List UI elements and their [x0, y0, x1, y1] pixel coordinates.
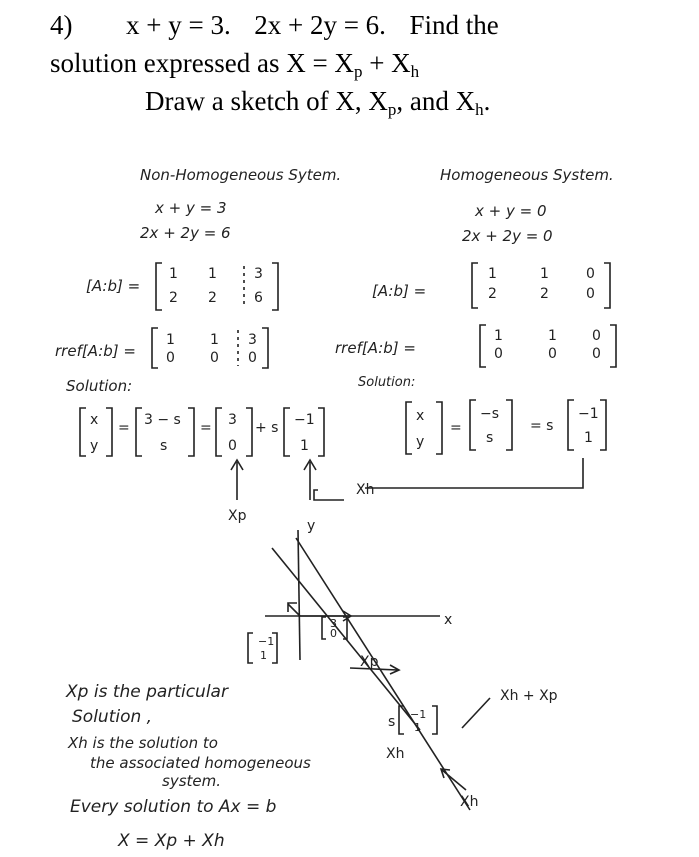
problem-period: .: [483, 86, 491, 116]
vec-left-2: 1: [260, 649, 267, 662]
h-aug-23: 0: [586, 286, 595, 302]
s-vec-1: −1: [410, 708, 427, 721]
note-7: X = Xp + Xh: [118, 831, 225, 851]
s-vec-2: 1: [414, 721, 421, 734]
nh-gen-2: s: [160, 438, 168, 454]
h-rref-22: 0: [548, 346, 557, 362]
problem-eq1: x + y = 3.: [126, 10, 231, 40]
nh-sol-x: x: [90, 412, 99, 428]
problem-comma: , and X: [396, 86, 476, 116]
h-aug-13: 0: [586, 266, 595, 282]
note-4: the associated homogeneous: [90, 754, 311, 772]
nh-rref-21: 0: [166, 350, 175, 366]
note-3: Xh is the solution to: [68, 734, 218, 752]
nonhom-aug-label: [A:b] =: [86, 277, 141, 295]
nh-part-1: 3: [228, 412, 237, 428]
nh-rref-22: 0: [210, 350, 219, 366]
nh-part-2: 0: [228, 438, 237, 454]
nh-aug-22: 2: [208, 290, 217, 306]
sub-h-2: h: [475, 100, 484, 119]
sub-p-2: p: [387, 100, 397, 119]
problem-plus: + X: [362, 48, 411, 78]
s-vec-label: s: [388, 714, 396, 730]
note-1: Xp is the particular: [66, 682, 228, 702]
vec-left-1: −1: [258, 635, 275, 648]
nonhom-eq2: 2x + 2y = 6: [140, 224, 231, 242]
nh-hom-1: −1: [294, 412, 315, 428]
nh-rref-12: 1: [210, 332, 219, 348]
xp-arrow-label: Xp: [360, 654, 379, 670]
svg-text:=: =: [118, 420, 130, 436]
hom-eq1: x + y = 0: [475, 202, 547, 220]
h-gen-1: −s: [480, 406, 500, 422]
nh-rref-23: 0: [248, 350, 257, 366]
xh-lower: Xh: [386, 746, 405, 762]
nonhom-eq1: x + y = 3: [155, 199, 227, 217]
nh-rref-11: 1: [166, 332, 175, 348]
h-aug-21: 2: [488, 286, 497, 302]
note-5: system.: [162, 772, 221, 790]
hom-aug-label: [A:b] =: [372, 282, 427, 300]
svg-text:=: =: [200, 420, 212, 436]
nh-aug-11: 1: [169, 266, 178, 282]
h-gen-2: s: [486, 430, 494, 446]
h-rref-23: 0: [592, 346, 601, 362]
problem-find: Find the: [409, 10, 499, 40]
xh-label-top: Xh: [356, 482, 375, 498]
sub-h: h: [410, 62, 420, 81]
note-6: Every solution to Ax = b: [70, 797, 277, 817]
problem-line2-text: solution expressed as X = X: [50, 48, 354, 78]
xp-label: Xp: [228, 508, 247, 524]
h-rref-13: 0: [592, 328, 601, 344]
nh-aug-23: 6: [254, 290, 263, 306]
h-sol-x: x: [416, 408, 425, 424]
h-aug-22: 2: [540, 286, 549, 302]
nonhom-solution-label: Solution:: [66, 377, 133, 395]
h-aug-12: 1: [540, 266, 549, 282]
h-hom-1: −1: [578, 406, 599, 422]
problem-line3-text: Draw a sketch of X, X: [145, 86, 388, 116]
hom-title: Homogeneous System.: [440, 166, 614, 184]
nh-s-label: + s: [255, 420, 279, 436]
problem-number: 4): [50, 10, 73, 40]
svg-text:=: =: [450, 420, 462, 436]
xh-plus-xp: Xh + Xp: [500, 688, 558, 704]
nh-gen-1: 3 − s: [144, 412, 181, 428]
y-axis-label: y: [307, 518, 316, 534]
vec-right-2: 0: [330, 627, 337, 640]
sub-p: p: [353, 62, 363, 81]
h-rref-12: 1: [548, 328, 557, 344]
nh-aug-21: 2: [169, 290, 178, 306]
problem-eq2: 2x + 2y = 6.: [254, 10, 386, 40]
vec-right-1: 3: [330, 617, 337, 630]
h-hom-2: 1: [584, 430, 593, 446]
note-2: Solution ,: [72, 707, 153, 727]
nh-aug-13: 3: [254, 266, 263, 282]
nonhom-title: Non-Homogeneous Sytem.: [140, 166, 342, 184]
nonhom-rref-label: rref[A:b] =: [55, 342, 136, 360]
h-rref-21: 0: [494, 346, 503, 362]
hom-solution-label: Solution:: [358, 375, 416, 390]
nh-aug-12: 1: [208, 266, 217, 282]
xh-bottom: Xh: [460, 794, 479, 810]
h-rref-11: 1: [494, 328, 503, 344]
x-axis-label: x: [444, 612, 453, 628]
nh-hom-2: 1: [300, 438, 309, 454]
h-s-label: = s: [530, 418, 554, 434]
nh-sol-y: y: [90, 438, 99, 454]
hom-rref-label: rref[A:b] =: [335, 339, 416, 357]
hom-eq2: 2x + 2y = 0: [462, 227, 553, 245]
h-aug-11: 1: [488, 266, 497, 282]
h-sol-y: y: [416, 434, 425, 450]
nh-rref-13: 3: [248, 332, 257, 348]
